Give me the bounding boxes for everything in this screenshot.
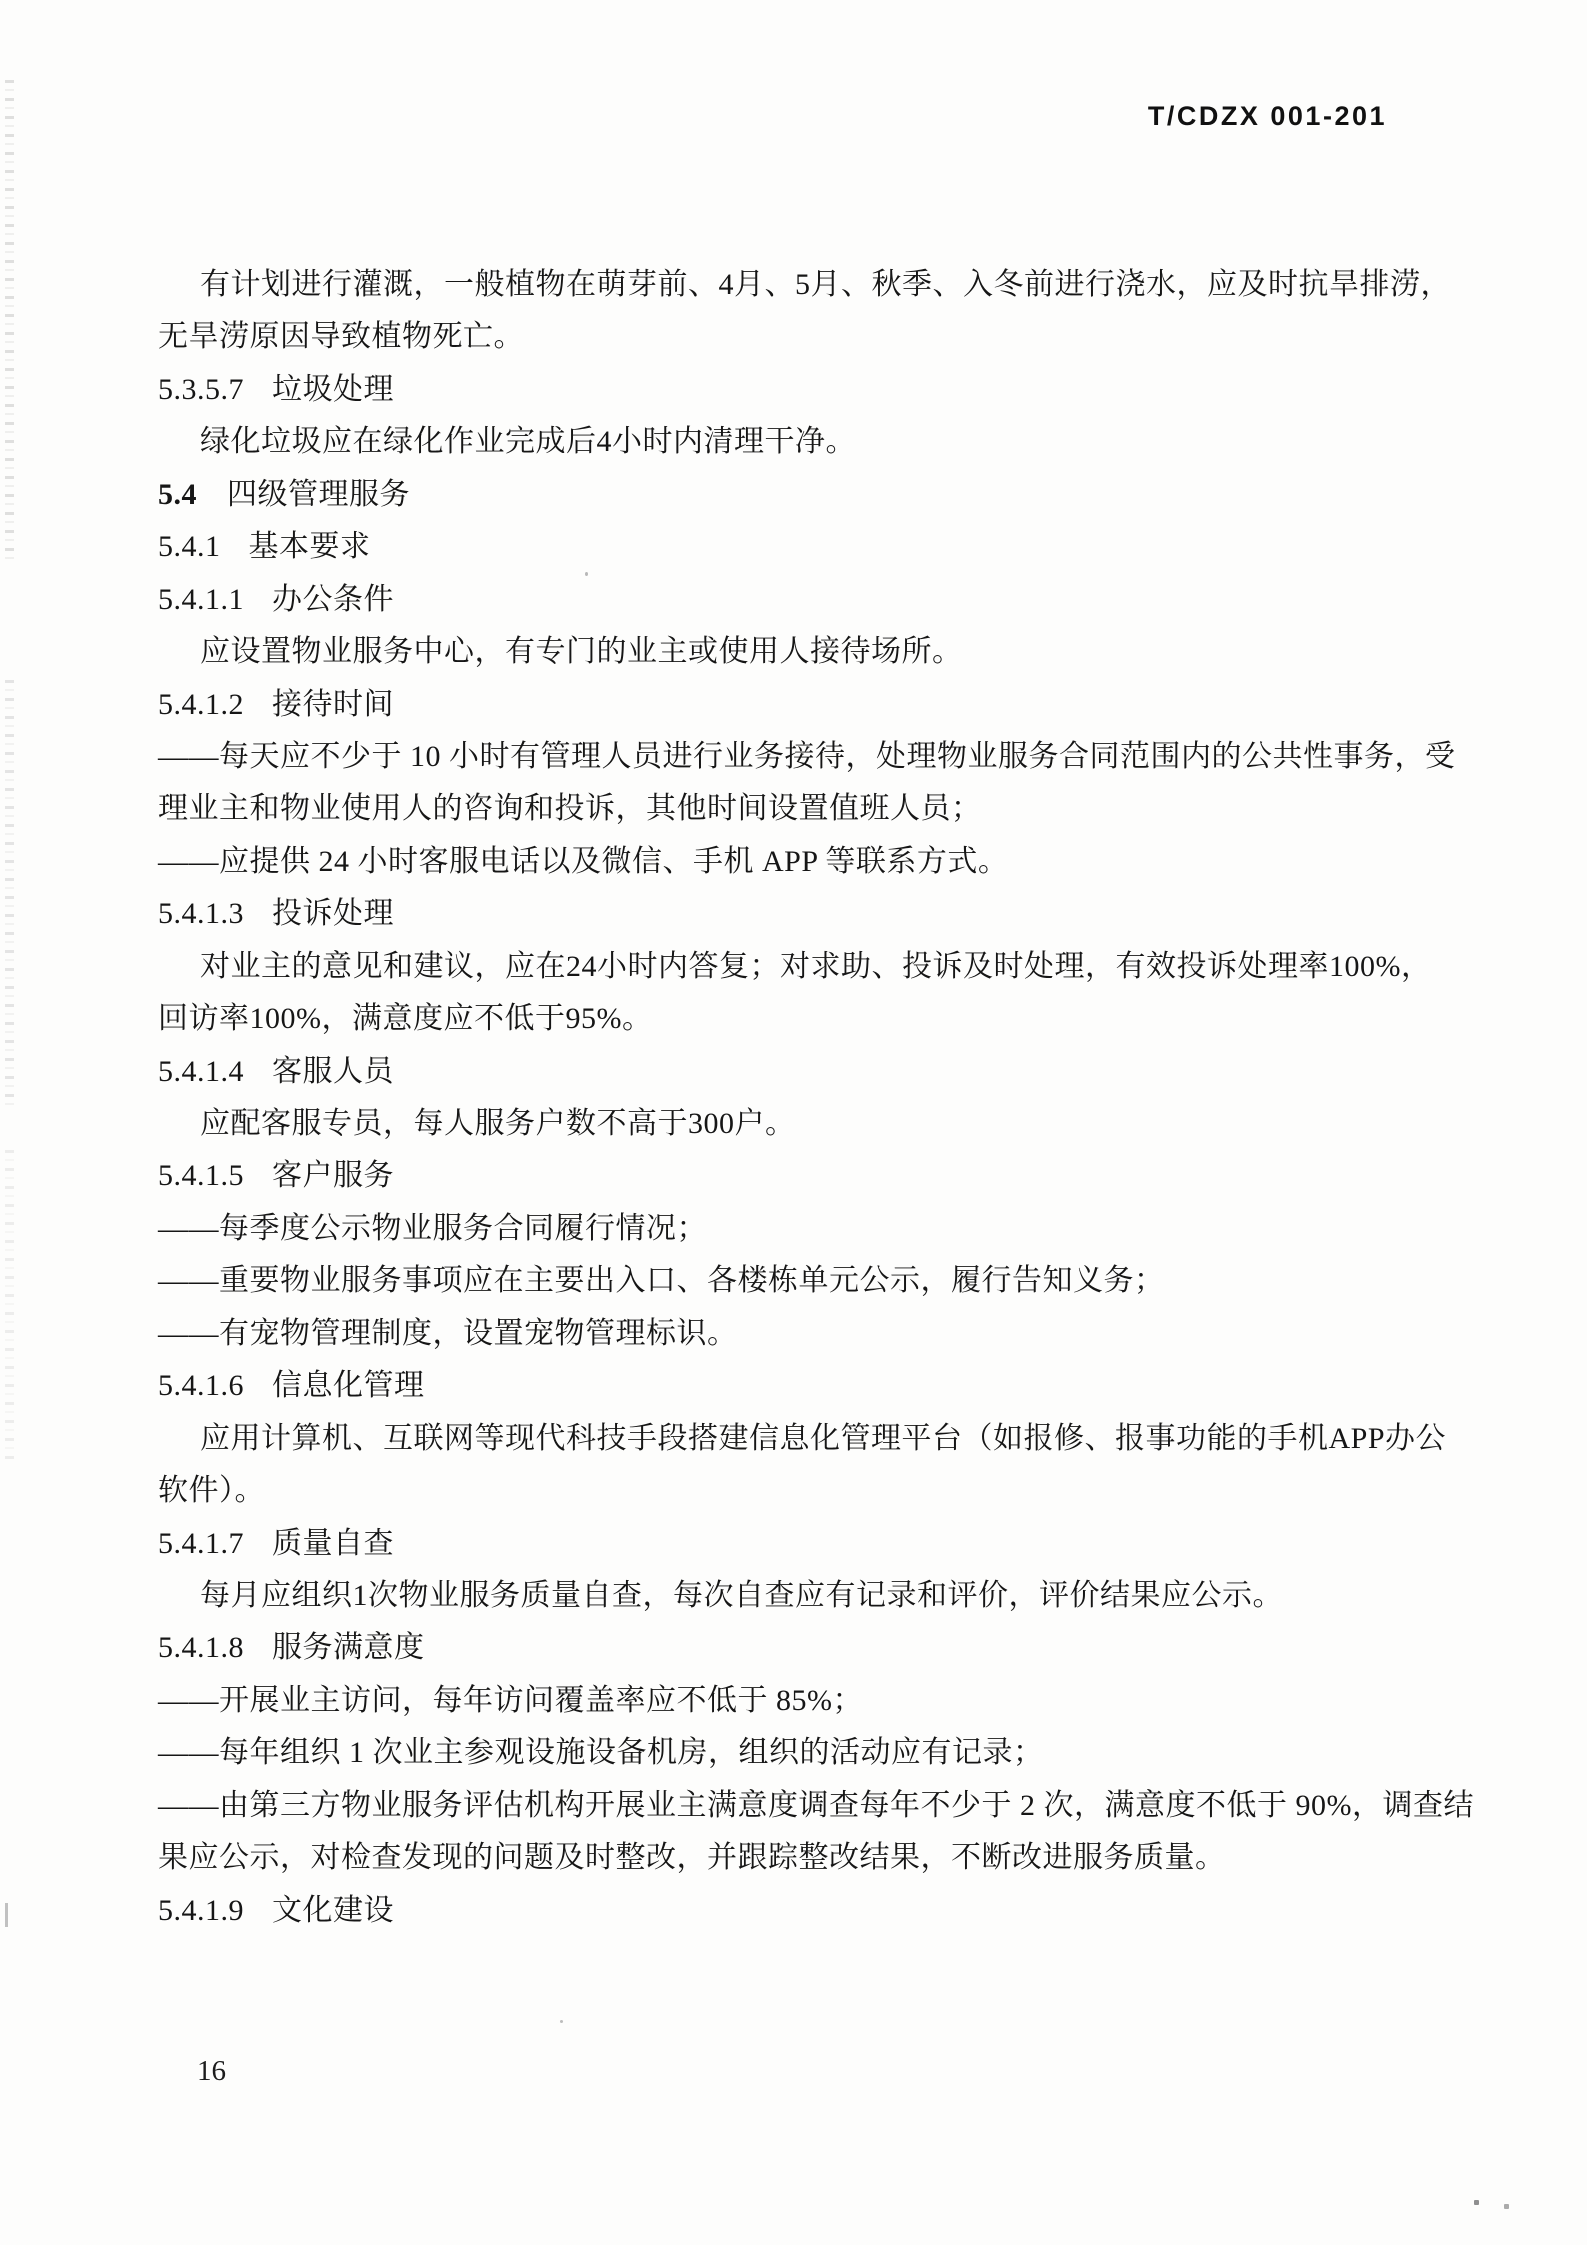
text-line: ——应提供 24 小时客服电话以及微信、手机 APP 等联系方式。 — [158, 844, 1009, 878]
scan-artifact — [1474, 2200, 1479, 2205]
clause-number: 5.4.1.5 — [158, 1159, 244, 1193]
text-line: 对业主的意见和建议，应在24小时内答复；对求助、投诉及时处理，有效投诉处理率100%， — [200, 949, 1432, 983]
clause-title: 信息化管理 — [272, 1369, 425, 1403]
scan-artifact — [5, 1903, 8, 1927]
text-line: 应设置物业服务中心，有专门的业主或使用人接待场所。 — [200, 635, 963, 669]
clause-title: 质量自查 — [272, 1526, 394, 1560]
clause-title: 垃圾处理 — [272, 372, 394, 406]
scan-artifact — [5, 1150, 14, 1460]
clause-heading — [158, 1150, 1478, 1202]
text-line: 有计划进行灌溉，一般植物在萌芽前、4月、5月、秋季、入冬前进行浇水，应及时抗旱排涝， — [200, 268, 1451, 301]
clause-number: 5.4.1.7 — [158, 1526, 244, 1560]
text-line: 每月应组织1次物业服务质量自查，每次自查应有记录和评价，评价结果应公示。 — [200, 1578, 1283, 1612]
text-line: 回访率100%，满意度应不低于95%。 — [158, 1002, 653, 1036]
document-lines — [158, 259, 1478, 1937]
text-line: 应配客服专员，每人服务户数不高于300户。 — [200, 1107, 796, 1140]
clause-number: 5.4.1.2 — [158, 687, 244, 721]
clause-number: 5.4.1 — [158, 530, 221, 564]
clause-heading — [158, 521, 1478, 573]
clause-number: 5.4.1.3 — [158, 897, 244, 931]
clause-heading — [158, 1518, 1478, 1570]
text-line: ——每天应不少于 10 小时有管理人员进行业务接待，处理物业服务合同范围内的公共性事务，受 — [158, 739, 1456, 773]
scan-artifact — [585, 572, 588, 576]
clause-number: 5.4.1.6 — [158, 1369, 244, 1403]
scan-artifact — [5, 680, 14, 1110]
clause-number: 5.4 — [158, 477, 197, 511]
scan-artifact — [5, 80, 14, 560]
clause-title: 文化建设 — [272, 1893, 394, 1927]
text-line: ——每季度公示物业服务合同履行情况； — [158, 1211, 707, 1245]
text-line: 理业主和物业使用人的咨询和投诉，其他时间设置值班人员； — [158, 792, 982, 826]
text-line: ——有宠物管理制度，设置宠物管理标识。 — [158, 1316, 738, 1350]
clause-heading — [158, 364, 1478, 416]
clause-heading — [158, 1360, 1478, 1412]
clause-number: 5.3.5.7 — [158, 372, 244, 406]
clause-title: 投诉处理 — [272, 897, 394, 931]
clause-title: 四级管理服务 — [227, 477, 410, 511]
clause-heading — [158, 888, 1478, 940]
clause-title: 接待时间 — [272, 687, 394, 721]
text-line: 绿化垃圾应在绿化作业完成后4小时内清理干净。 — [200, 425, 856, 459]
page-number: 16 — [197, 2055, 226, 2087]
scan-artifact — [560, 2020, 563, 2023]
document-code: T/CDZX 001-201 — [1147, 101, 1387, 131]
clause-title: 基本要求 — [248, 530, 371, 564]
clause-heading — [158, 574, 1478, 626]
clause-title: 客服人员 — [272, 1054, 394, 1088]
clause-heading — [158, 1885, 1478, 1937]
clause-title: 服务满意度 — [272, 1631, 425, 1665]
clause-title: 客户服务 — [272, 1159, 394, 1193]
text-line: ——开展业主访问，每年访问覆盖率应不低于 85%； — [158, 1683, 863, 1717]
scan-artifact — [1504, 2204, 1509, 2209]
clause-heading — [158, 469, 1478, 521]
text-line: ——每年组织 1 次业主参观设施设备机房，组织的活动应有记录； — [158, 1736, 1044, 1770]
clause-heading — [158, 1046, 1478, 1098]
clause-number: 5.4.1.9 — [158, 1893, 244, 1927]
text-line: 应用计算机、互联网等现代科技手段搭建信息化管理平台（如报修、报事功能的手机APP办公 — [200, 1421, 1447, 1455]
text-line: 软件）。 — [158, 1474, 265, 1508]
clause-title: 办公条件 — [272, 582, 394, 616]
clause-number: 5.4.1.4 — [158, 1054, 244, 1088]
clause-heading — [158, 679, 1478, 731]
text-line: 无旱涝原因导致植物死亡。 — [158, 320, 524, 354]
clause-number: 5.4.1.8 — [158, 1631, 244, 1665]
clause-heading — [158, 1622, 1478, 1674]
text-line: 果应公示，对检查发现的问题及时整改，并跟踪整改结果，不断改进服务质量。 — [158, 1841, 1226, 1875]
text-line: ——由第三方物业服务评估机构开展业主满意度调查每年不少于 2 次，满意度不低于 90%，调查结 — [158, 1788, 1474, 1822]
clause-number: 5.4.1.1 — [158, 582, 244, 616]
text-line: ——重要物业服务事项应在主要出入口、各楼栋单元公示，履行告知义务； — [158, 1264, 1165, 1298]
